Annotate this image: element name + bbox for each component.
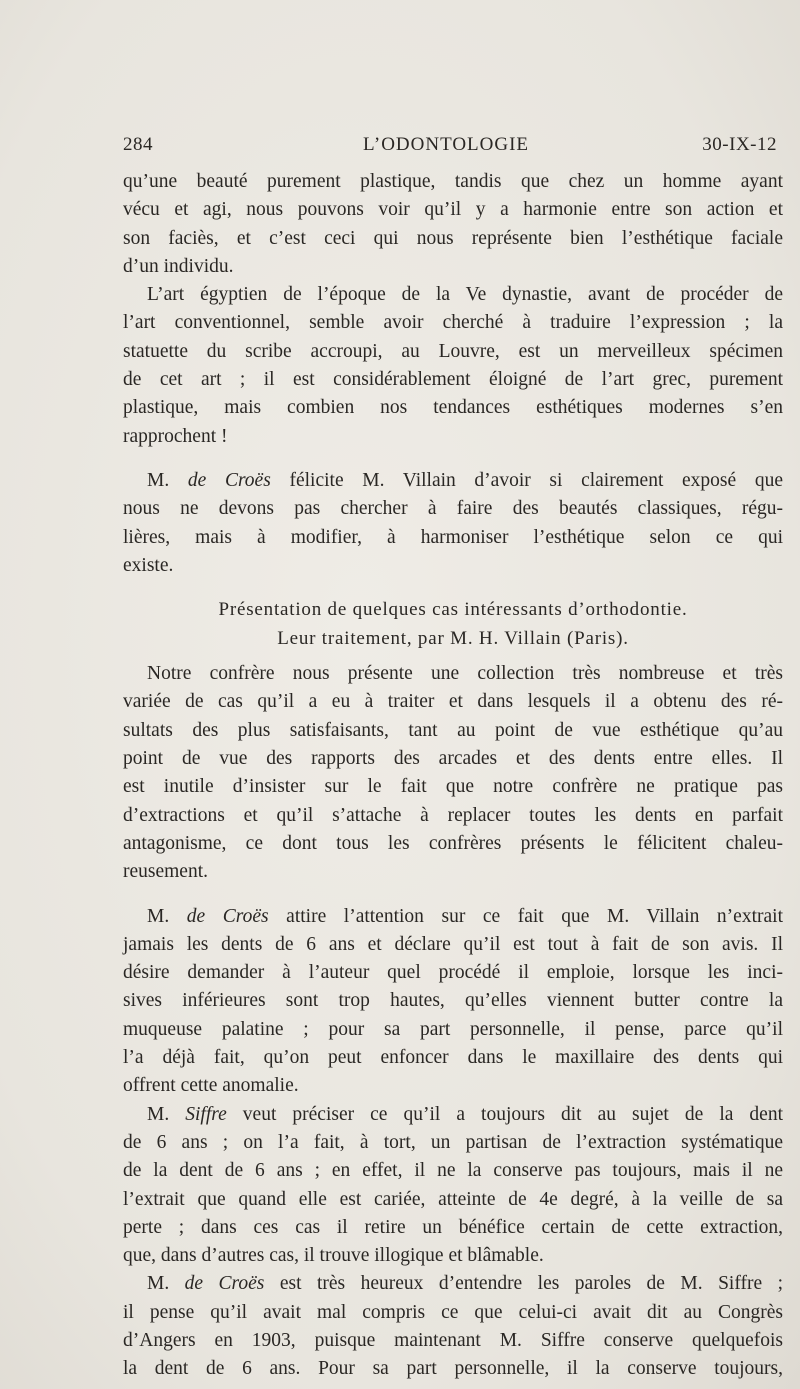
paragraph-gap	[123, 451, 783, 467]
text-line: sultats des plus satisfaisants, tant au point de vue esthétique qu’au	[123, 719, 783, 741]
text-line: de cet art ; il est considérablement éloigné de l’art grec, purement	[123, 369, 783, 391]
text-line: muqueuse palatine ; pour sa part personnelle, il pense, parce qu’il	[123, 1018, 783, 1040]
text-line: rapprochent !	[123, 425, 228, 447]
text-line: d’Angers en 1903, puisque maintenant M. Siffre conserve quelquefois	[123, 1329, 783, 1351]
section-heading: Présentation de quelques cas intéressants d’orthodontie.	[218, 599, 688, 621]
text-line: vécu et agi, nous pouvons voir qu’il y a harmonie entre son action et	[123, 199, 783, 221]
text-line: statuette du scribe accroupi, au Louvre, est un merveilleux spécimen	[123, 340, 783, 362]
paragraph-gap	[123, 887, 783, 903]
text-line: est inutile d’insister sur le fait que notre confrère ne pratique pas	[123, 776, 783, 798]
text-line: point de vue des rapports des arcades et des dents entre elles. Il	[123, 748, 783, 770]
text-line: offrent cette anomalie.	[123, 1075, 299, 1097]
text-line: d’un individu.	[123, 255, 234, 277]
paragraph-gap	[123, 580, 783, 596]
text-line: M. Siffre veut préciser ce qu’il a toujours dit au sujet de la dent	[147, 1103, 783, 1125]
text-line: nous ne devons pas chercher à faire des beautés classiques, régu-	[123, 498, 783, 520]
text-line: M. de Croës est très heureux d’entendre les paroles de M. Siffre ;	[147, 1273, 783, 1295]
text-line: d’extractions et qu’il s’attache à replacer toutes les dents en parfait	[123, 804, 783, 826]
text-line: jamais les dents de 6 ans et déclare qu’il est tout à fait de son avis. Il	[123, 933, 783, 955]
text-line: son faciès, et c’est ceci qui nous représente bien l’esthétique faciale	[123, 227, 783, 249]
section-subheading: Leur traitement, par M. H. Villain (Paris).	[277, 628, 629, 650]
text-line: Notre confrère nous présente une collection très nombreuse et très	[147, 663, 783, 685]
text-line: M. de Croës attire l’attention sur ce fait que M. Villain n’extrait	[147, 905, 783, 927]
page-body	[123, 168, 783, 1384]
issue-date: 30-IX-12	[702, 134, 777, 155]
text-line: lières, mais à modifier, à harmoniser l’esthétique selon ce qui	[123, 526, 783, 548]
text-line: de 6 ans ; on l’a fait, à tort, un partisan de l’extraction systématique	[123, 1131, 783, 1153]
text-line: l’extrait que quand elle est cariée, atteinte de 4e degré, à la veille de sa	[123, 1188, 783, 1210]
text-line: reusement.	[123, 861, 209, 883]
text-line: qu’une beauté purement plastique, tandis que chez un homme ayant	[123, 171, 783, 192]
text-line: L’art égyptien de l’époque de la Ve dynastie, avant de procéder de	[147, 284, 783, 306]
text-line: l’art conventionnel, semble avoir cherché à traduire l’expression ; la	[123, 312, 783, 334]
journal-title: L’ODONTOLOGIE	[363, 134, 530, 155]
text-line: antagonisme, ce dont tous les confrères présents le félicitent chaleu-	[123, 832, 783, 854]
text-line: plastique, mais combien nos tendances esthétiques modernes s’en	[123, 397, 783, 419]
text-line: l’a déjà fait, qu’on peut enfoncer dans le maxillaire des dents qui	[123, 1047, 783, 1069]
running-header	[123, 134, 783, 160]
text-line: il pense qu’il avait mal compris ce que celui-ci avait dit au Congrès	[123, 1301, 783, 1323]
text-line: variée de cas qu’il a eu à traiter et dans lesquels il a obtenu des ré-	[123, 691, 783, 713]
text-line: la dent de 6 ans. Pour sa part personnelle, il la conserve toujours,	[123, 1358, 783, 1380]
text-line: existe.	[123, 554, 174, 576]
text-line: désire demander à l’auteur quel procédé il emploie, lorsque les inci-	[123, 962, 783, 984]
page-number: 284	[123, 134, 153, 155]
text-line: de la dent de 6 ans ; en effet, il ne la conserve pas toujours, mais il ne	[123, 1160, 783, 1182]
text-line: perte ; dans ces cas il retire un bénéfice certain de cette extraction,	[123, 1216, 783, 1238]
text-line: sives inférieures sont trop hautes, qu’elles viennent butter contre la	[123, 990, 783, 1012]
text-line: que, dans d’autres cas, il trouve illogique et blâmable.	[123, 1245, 544, 1267]
text-line: M. de Croës félicite M. Villain d’avoir si clairement exposé que	[147, 469, 783, 491]
